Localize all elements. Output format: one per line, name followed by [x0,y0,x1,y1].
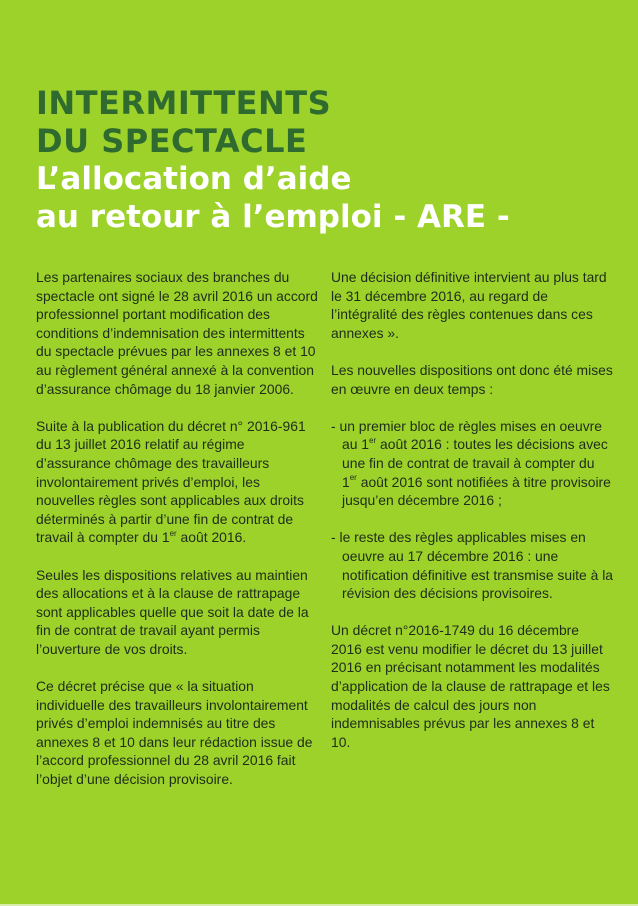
superscript-er: er [349,472,357,482]
left-paragraph-2-text: Suite à la publication du décret n° 2016-961 du 13 juillet 2016 relatif au régime d’assurance chômage des travailleurs involontairement privés d’emploi, les nouvelles règles sont applicables aux droits déterminés à partir d’une fin de contrat de travail à compter du 1 [36,417,306,546]
right-column [331,268,613,770]
left-paragraph-2-end: août 2016. [176,529,247,546]
left-paragraph-2 [36,417,318,547]
list-item-2: - le reste des règles applicables mises en oeuvre au 17 décembre 2016 : une notification définitive est transmise suite à la révision des décisions provisoires. [331,529,614,602]
title-line-2: DU SPECTACLE [36,122,308,160]
left-paragraph-3: Seules les dispositions relatives au maintien des allocations et à la clause de rattrapage sont applicables quelle que soit la date de la fin de contrat de travail ayant permis l’ouverture de vos droits. [36,566,309,657]
left-paragraph-4: Ce décret précise que « la situation individuelle des travailleurs involontairement privés d’emploi indemnisés au titre des annexes 8 et 10 dans leur rédaction issue de l’accord professionnel du 28 avril 2016 fait l’objet d’une décision provisoire. [36,678,313,788]
page-header [36,84,616,236]
subtitle-line-2: au retour à l’emploi - ARE - [36,199,510,235]
right-paragraph-2: Les nouvelles dispositions ont donc été mises en œuvre en deux temps : [331,361,613,397]
right-paragraph-1: Une décision définitive intervient au plus tard le 31 décembre 2016, au regard de l’intégralité des règles contenues dans ces annexes ». [331,269,607,341]
right-paragraph-3: Un décret n°2016-1749 du 16 décembre 2016 est venu modifier le décret du 13 juillet 2016 en précisant notamment les modalités d’application de la clause de rattrapage et les modalités de calcul des jours non indemnisables prévus par les annexes 8 et 10. [331,622,610,750]
list-item-1-text-a: - un premier bloc de règles mises en oeuvre au 1 [331,417,602,453]
list-item-1-text-b: août 2016 : toutes les décisions avec une fin de contrat de travail à compter du 1 [342,436,608,490]
left-paragraph-1: Les partenaires sociaux des branches du spectacle ont signé le 28 avril 2016 un accord professionnel portant modification des conditions d’indemnisation des intermittents du spectacle prévues par les annexes 8 et 10 au règlement général annexé à la convention d’assurance chômage du 18 janvier 2006. [36,269,318,397]
list-item-1 [331,417,613,510]
superscript-er: er [169,528,177,538]
list-item-1-text-c: août 2016 sont notifiées à titre provisoire jusqu’en décembre 2016 ; [342,473,611,509]
superscript-er: er [369,435,377,445]
subtitle-line-1: L’allocation d’aide [36,161,352,197]
title-line-1: INTERMITTENTS [36,84,332,122]
left-column [36,268,318,807]
